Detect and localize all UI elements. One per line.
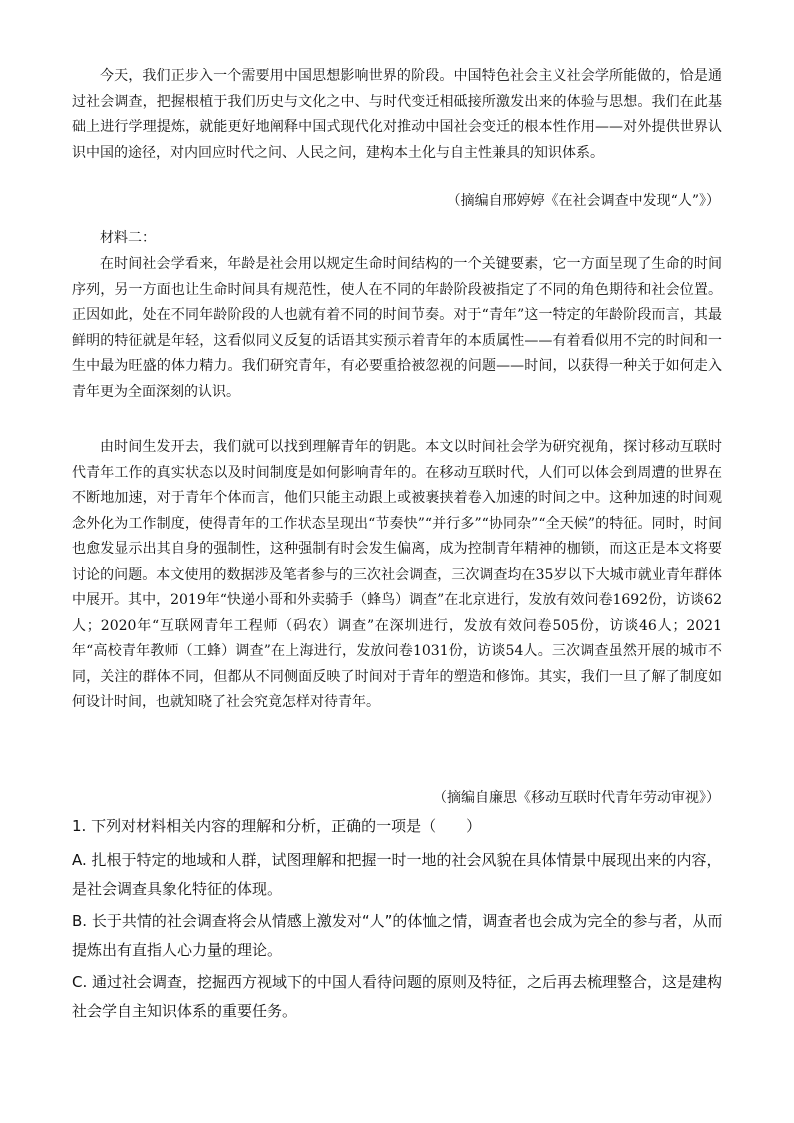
material2-paragraph2: 由时间生发开去，我们就可以找到理解青年的钥匙。本文以时间社会学为研究视角，探讨移动互联时代青年工作的真实状态以及时间制度是如何影响青年的。在移动互联时代，人们可以体会到周遭的世界在不断地加速，对于青年个体而言，他们只能主动跟上或被裹挟着卷入加速的时间之中。这种加速的时间观念外化为工作制度，使得青年的工作状态呈现出“节奏快”“并行多”“协同杂”“全天候”的特征。同时，时间也愈发显示出其自身的强制性，这种强制有时会发生偏离，成为控制青年精神的枷锁，而这正是本文将要讨论的问题。本文使用的数据涉及笔者参与的三次社会调查，三次调查均在35岁以下大城市就业青年群体中展开。其中，2019年“快递小哥和外卖骑手（蜂鸟）调查”在北京进行，发放有效问卷1692份，访谈62人；2020年“互联网青年工程师（码农）调查”在深圳进行，发放有效问卷505份，访谈46人；2021年“高校青年教师（工蜂）调查”在上海进行，发放问卷1031份，访谈54人。三次调查虽然开展的城市不同，关注的群体不同，但都从不同侧面反映了时间对于青年的塑造和修饰。其实，我们一旦了解了制度如何设计时间，也就知晓了社会究竟怎样对待青年。	[72, 439, 722, 710]
option-c: C. 通过社会调查，挖掘西方视域下的中国人看待问题的原则及特征，之后再去梳理整合，这是建构社会学自主知识体系的重要任务。	[72, 973, 723, 1020]
material1-source: （摘编自邢婷婷《在社会调查中发现“人”》）	[446, 193, 720, 209]
material2-source: （摘编自廉思《移动互联时代青年劳动审视》）	[433, 790, 720, 806]
question-stem: 1. 下列对材料相关内容的理解和分析，正确的一项是（ ）	[72, 817, 482, 835]
material2-label: 材料二：	[100, 230, 156, 246]
option-a: A. 扎根于特定的地域和人群，试图理解和把握一时一地的社会风貌在具体情景中展现出来的内容，是社会调查具象化特征的体现。	[72, 851, 722, 898]
option-b: B. 长于共情的社会调查将会从情感上激发对“人”的体恤之情，调查者也会成为完全的参与者，从而提炼出有直指人心力量的理论。	[72, 912, 723, 959]
material2-paragraph1: 在时间社会学看来，年龄是社会用以规定生命时间结构的一个关键要素，它一方面呈现了生命的时间序列，另一方面也让生命时间具有规范性，使人在不同的年龄阶段被指定了不同的角色期待和社会位置。正因如此，处在不同年龄阶段的人也就有着不同的时间节奏。对于“青年”这一特定的年龄阶段而言，其最鲜明的特征就是年轻，这看似同义反复的话语其实预示着青年的本质属性——有着看似用不完的时间和一生中最为旺盛的体力精力。我们研究青年，有必要重拾被忽视的问题——时间，以获得一种关于如何走入青年更为全面深刻的认识。	[72, 256, 722, 400]
material1-paragraph: 今天，我们正步入一个需要用中国思想影响世界的阶段。中国特色社会主义社会学所能做的，恰是通过社会调查，把握根植于我们历史与文化之中、与时代变迁相砥接所激发出来的体验与思想。我们在此基础上进行学理提炼，就能更好地阐释中国式现代化对推动中国社会变迁的根本性作用——对外提供世界认识中国的途径，对内回应时代之问、人民之问，建构本土化与自主性兼具的知识体系。	[72, 68, 722, 161]
